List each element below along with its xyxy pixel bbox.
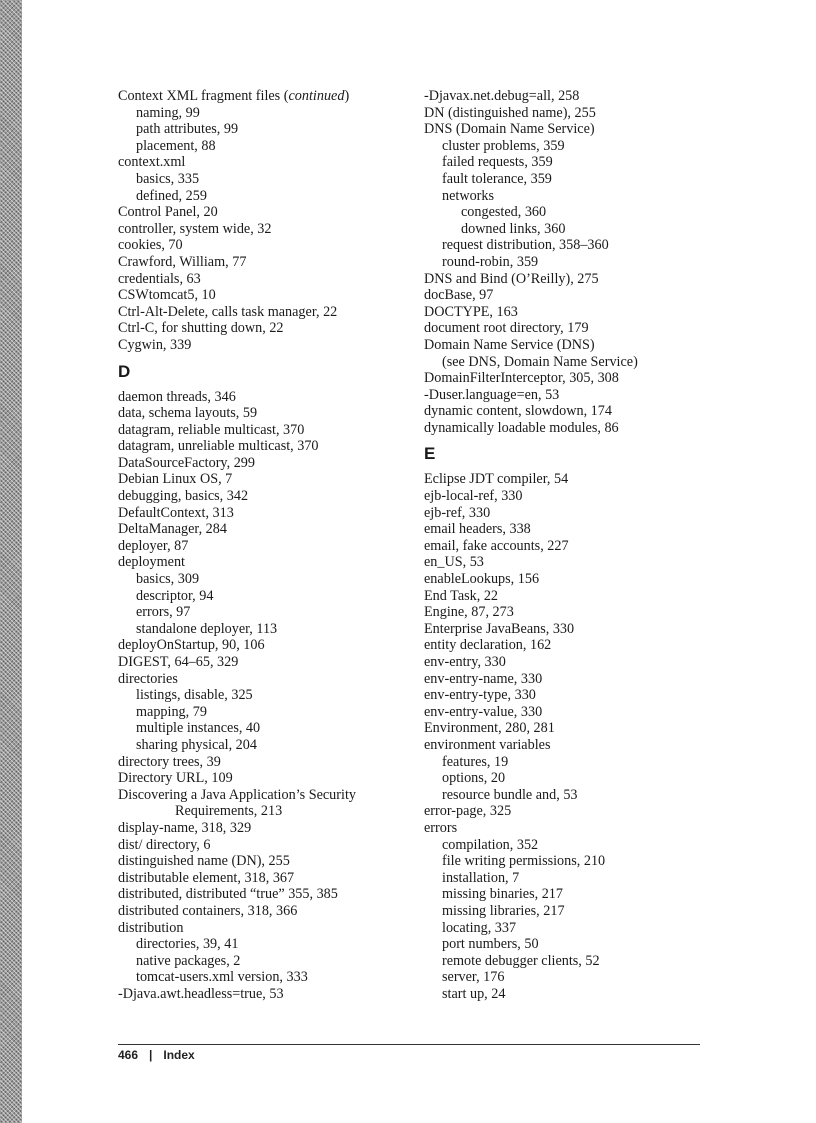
index-subentry: standalone deployer, 113 [136, 620, 278, 637]
index-entry: data, schema layouts, 59 [118, 405, 258, 422]
footer-separator: | [149, 1048, 153, 1062]
index-column-left [118, 88, 408, 1002]
index-subentry: resource bundle and, 53 [442, 786, 578, 803]
index-entry: dist/ directory, 6 [118, 836, 211, 853]
index-subentry: placement, 88 [136, 137, 216, 154]
index-entry: DeltaManager, 284 [118, 521, 227, 538]
index-entry: Engine, 87, 273 [424, 604, 514, 621]
index-subentry: features, 19 [442, 753, 509, 770]
index-entry: Ctrl-C, for shutting down, 22 [118, 320, 284, 337]
index-subentry: basics, 309 [136, 571, 200, 588]
index-entry: env-entry, 330 [424, 654, 506, 670]
index-entry: DIGEST, 64–65, 329 [118, 654, 239, 670]
index-subentry: compilation, 352 [442, 836, 539, 853]
index-entry: DNS (Domain Name Service) [424, 121, 595, 138]
index-entry: error-page, 325 [424, 803, 512, 820]
index-entry: Ctrl-Alt-Delete, calls task manager, 22 [118, 303, 338, 320]
index-subentry: multiple instances, 40 [136, 720, 261, 737]
page-number: 466 [118, 1048, 139, 1062]
index-entry: controller, system wide, 32 [118, 220, 272, 237]
index-subentry: missing binaries, 217 [442, 886, 563, 903]
index-entry: Debian Linux OS, 7 [118, 471, 233, 488]
index-entry: Crawford, William, 77 [118, 253, 247, 270]
index-entry: dynamically loadable modules, 86 [424, 419, 619, 436]
index-entry: dynamic content, slowdown, 174 [424, 403, 612, 420]
index-subentry: (see DNS, Domain Name Service) [442, 353, 638, 370]
index-entry: errors [424, 819, 458, 836]
index-entry: End Task, 22 [424, 587, 499, 604]
index-entry: Discovering a Java Application’s Security [118, 786, 356, 803]
index-subentry: downed links, 360 [461, 220, 566, 237]
index-subentry: sharing physical, 204 [136, 736, 257, 753]
index-subentry: path attributes, 99 [136, 121, 239, 138]
index-entry: env-entry-value, 330 [424, 703, 543, 720]
index-entry: directory trees, 39 [118, 753, 221, 770]
footer-section-name: Index [163, 1048, 195, 1062]
index-subentry: congested, 360 [461, 204, 547, 221]
index-subentry: port numbers, 50 [442, 936, 539, 953]
index-entry: deployer, 87 [118, 537, 189, 554]
index-subentry: round-robin, 359 [442, 253, 539, 270]
index-entry: distribution [118, 919, 184, 936]
index-entry: entity declaration, 162 [424, 637, 552, 654]
index-entry: display-name, 318, 329 [118, 819, 252, 836]
index-entry: distinguished name (DN), 255 [118, 853, 290, 870]
index-subentry: networks [442, 187, 495, 204]
index-entry: datagram, unreliable multicast, 370 [118, 438, 319, 455]
index-entry: Context XML fragment files (continued) [118, 88, 350, 104]
index-subentry: installation, 7 [442, 869, 520, 886]
index-column-right [424, 88, 714, 1002]
index-entry: distributed, distributed “true” 355, 385 [118, 886, 338, 903]
index-entry: Control Panel, 20 [118, 204, 218, 221]
index-subentry: missing libraries, 217 [442, 902, 565, 919]
index-subentry: cluster problems, 359 [442, 137, 565, 154]
index-subentry: start up, 24 [442, 985, 506, 1002]
continued-note: continued [288, 88, 345, 104]
index-entry: deployment [118, 554, 185, 571]
index-entry: distributable element, 318, 367 [118, 869, 295, 886]
index-entry: enableLookups, 156 [424, 571, 540, 588]
index-subentry: defined, 259 [136, 187, 207, 204]
index-subentry: mapping, 79 [136, 703, 207, 720]
index-entry: Eclipse JDT compiler, 54 [424, 471, 569, 488]
index-entry: datagram, reliable multicast, 370 [118, 421, 305, 438]
index-subentry: naming, 99 [136, 104, 200, 121]
index-subentry: directories, 39, 41 [136, 936, 239, 953]
index-entry: deployOnStartup, 90, 106 [118, 637, 265, 654]
index-entry: Environment, 280, 281 [424, 720, 555, 737]
index-entry: daemon threads, 346 [118, 388, 236, 405]
section-letter: D [118, 361, 131, 381]
index-entry: distributed containers, 318, 366 [118, 902, 298, 919]
index-subentry: descriptor, 94 [136, 587, 214, 604]
index-subentry: file writing permissions, 210 [442, 853, 606, 870]
index-subentry: locating, 337 [442, 919, 517, 936]
index-subentry: failed requests, 359 [442, 154, 553, 171]
section-letter: E [424, 444, 436, 464]
index-entry: Enterprise JavaBeans, 330 [424, 620, 575, 637]
index-entry: cookies, 70 [118, 237, 183, 254]
index-entry: DefaultContext, 313 [118, 504, 234, 521]
index-entry: CSWtomcat5, 10 [118, 287, 216, 304]
index-subentry: errors, 97 [136, 604, 191, 621]
index-entry: DN (distinguished name), 255 [424, 104, 596, 121]
index-entry: email, fake accounts, 227 [424, 537, 569, 554]
index-subentry: native packages, 2 [136, 952, 241, 969]
index-entry: ejb-ref, 330 [424, 504, 491, 521]
index-entry: DomainFilterInterceptor, 305, 308 [424, 370, 619, 387]
index-subentry: Requirements, 213 [175, 803, 283, 820]
index-entry: context.xml [118, 154, 186, 171]
index-entry: ejb-local-ref, 330 [424, 488, 523, 505]
index-subentry: request distribution, 358–360 [442, 237, 609, 254]
index-entry: directories [118, 670, 178, 687]
index-subentry: basics, 335 [136, 170, 200, 187]
index-entry: debugging, basics, 342 [118, 488, 249, 505]
index-entry: Domain Name Service (DNS) [424, 336, 595, 353]
index-entry: credentials, 63 [118, 270, 201, 287]
index-subentry: fault tolerance, 359 [442, 170, 552, 187]
index-subentry: options, 20 [442, 770, 506, 787]
index-subentry: server, 176 [442, 969, 505, 986]
index-entry: -Duser.language=en, 53 [424, 386, 560, 403]
index-entry: DNS and Bind (O’Reilly), 275 [424, 270, 599, 287]
index-entry: DOCTYPE, 163 [424, 303, 518, 320]
index-entry: email headers, 338 [424, 521, 531, 538]
index-entry: Cygwin, 339 [118, 336, 192, 353]
page-footer [118, 1048, 195, 1062]
index-entry: Directory URL, 109 [118, 770, 233, 787]
index-entry: env-entry-name, 330 [424, 670, 543, 687]
page-binding-edge [0, 0, 22, 1123]
index-subentry: tomcat-users.xml version, 333 [136, 969, 308, 986]
index-entry: docBase, 97 [424, 287, 494, 304]
index-entry: -Djava.awt.headless=true, 53 [118, 985, 284, 1002]
index-entry: en_US, 53 [424, 554, 484, 571]
index-entry: env-entry-type, 330 [424, 687, 536, 704]
index-entry: DataSourceFactory, 299 [118, 454, 255, 471]
footer-rule [118, 1044, 700, 1045]
index-entry: environment variables [424, 736, 551, 753]
index-entry: document root directory, 179 [424, 320, 589, 337]
index-entry: -Djavax.net.debug=all, 258 [424, 88, 580, 104]
index-subentry: listings, disable, 325 [136, 687, 253, 704]
index-subentry: remote debugger clients, 52 [442, 952, 600, 969]
